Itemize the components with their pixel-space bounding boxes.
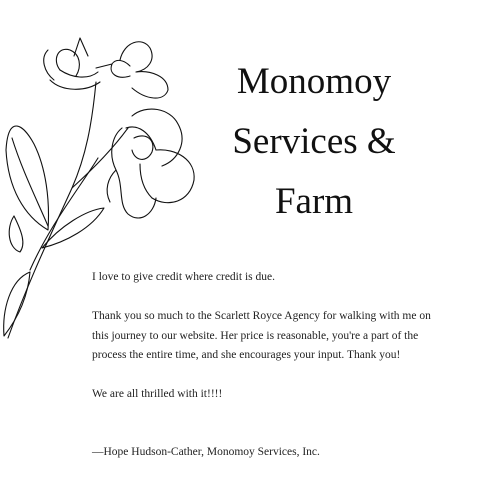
thanks-paragraph: Thank you so much to the Scarlett Royce Agency for walking with me on this journey to our website. Her price is reasonable, you're a part of the process the entire time, and she encourages your input. Thank you!	[92, 310, 431, 361]
closing-paragraph: We are all thrilled with it!!!!	[92, 388, 223, 400]
title-line-1: Monomoy	[236, 61, 392, 102]
intro-paragraph: I love to give credit where credit is due.	[92, 271, 275, 283]
page-title	[205, 52, 423, 232]
title-line-2: Services &	[232, 121, 396, 162]
title-line-3: Farm	[274, 181, 354, 222]
testimonial-text	[92, 268, 442, 462]
signature: —Hope Hudson-Cather, Monomoy Services, Inc.	[92, 445, 320, 458]
